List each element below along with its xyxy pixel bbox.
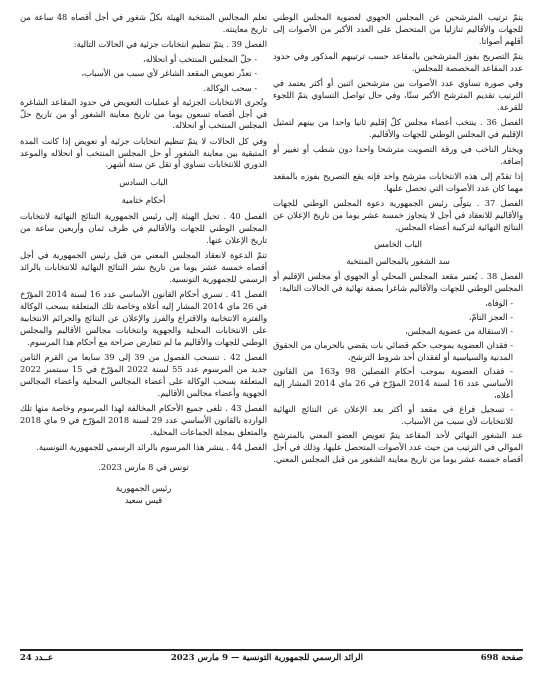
list-item: - العجز التامّ، <box>468 312 513 323</box>
paragraph: إذا تقدّم إلى هذه الانتخابات مترشح واحد فإنه يقع التصريح بفوزه بالمقعد مهما كان عدد الأصوات التي تحصل عليها. <box>273 171 523 194</box>
paragraph: الفصل 42 . تنسحب الفصول من 39 إلى 39 سابعا من القرم الثامن جديد من المرسوم عدد 55 لسنة 2022 المؤرّخ في 15 سبتمبر 2022 المتعلقة بسحب الوكالة على أعضاء المجالس المحلية وأعضاء المجالس الجهوية وأعضاء مجالس الأقاليم. <box>20 352 268 398</box>
paragraph: يتمّ التصريح بفوز المترشحين بالمقاعد حسب ترتيبهم المذكور وفي حدود عدد المقاعد المخصصة للمجلس. <box>273 51 523 73</box>
section-heading: الباب السادس <box>119 177 168 188</box>
paragraph: الفصل 37 . يتولّى رئيس الجمهورية دعوة المجلس الوطني للجهات والأقاليم للانعقاد في أجل لا يتجاوز خمسة عشر يوما من تاريخ الإعلان عن النتائج النهائية لتركيبة أعضاء المجلس. <box>273 198 523 233</box>
list-item: - تسجيل فراغ في مقعد أو أكثر بعد الإعلان عن النتائج النهائية للانتخابات لأي سبب من الأسباب. <box>273 404 513 427</box>
paragraph: يتمّ ترتيب المترشحين عن المجلس الجهوي لعضوية المجلس الوطني للجهات والأقاليم تنازليا من المتحصل على العدد الأكبر من الأصوات إلى أقلهم أصواتا. <box>273 12 523 46</box>
paragraph: الفصل 40 . تحيل الهيئة إلى رئيس الجمهورية النتائج النهائية لانتخابات المجلس الوطني للجهات والأقاليم في ظرف ثمان وأربعين ساعة من تاريخ الإعلان عنها. <box>20 211 267 245</box>
paragraph: وفي كل الحالات لا يتمّ تنظيم انتخابات جزئية أو تعويض إذا كانت المدة المتبقية بين معاينة الشغور أو حل المجلس المنتخب أو انحلاله والموعد الدوري للانتخابات تساوي أو تقل عن ستة أشهر. <box>20 135 267 170</box>
list-item: - الوفاة، <box>485 298 513 309</box>
list-item: - فقدان العضوية بموجب حكم قضائي بات يقضي بالحرمان من الحقوق المدنية والسياسية أو لفقدان أحد شروط الترشح، <box>273 340 513 363</box>
left-text-column <box>20 12 267 506</box>
list-item: - الاستقالة من عضوية المجلس، <box>405 326 513 337</box>
paragraph: وفي صورة تساوي عدد الأصوات بين مترشحين اثنين أو أكثر يعتمد في الترتيب تقديم المترشح الأكبر سنًا، وفي حال تواصل التساوي يتمّ اللجوء للقرعة. <box>273 78 523 112</box>
paragraph: الفصل 36 . ينتخب أعضاء مجلس كلّ إقليم ثانيا واحدا من بينهم لتمثيل الإقليم في المجلس الوطني للجهات والأقاليم. <box>273 117 523 140</box>
section-heading: سد الشغور بالمجالس المنتخبة <box>346 256 450 267</box>
section-heading: أحكام ختامية <box>121 195 166 206</box>
section-heading: الباب الخامس <box>374 239 422 250</box>
paragraph: الفصل 44 . ينشر هذا المرسوم بالرائد الرسمي للجمهورية التونسية. <box>36 441 267 452</box>
footer-journal-title: الرائد الرسمي للجمهورية التونسية — 9 مارس 2023 <box>170 653 363 663</box>
paragraph: عند الشغور النهائي لأحد المقاعد يتمّ تعويض العضو المعني بالمترشح الموالي في الترتيب من حيث عدد الأصوات المتحصل عليها، وذلك في أجل أقصاه خمسة عشر يوما من تاريخ معاينة الشغور من قبل المجلس المعني. <box>273 430 523 465</box>
list-item: - حلّ المجلس المنتخب أو انحلاله، <box>142 54 257 65</box>
paragraph: الفصل 38 . يُعتبر مقعد المجلس المحلي أو الجهوي أو مجلس الإقليم أو المجلس الوطني للجهات والأقاليم شاغرا بصفة نهائية في الحالات التالية: <box>273 271 523 293</box>
signature-block <box>20 482 267 506</box>
paragraph: الفصل 39 . يتمّ تنظيم انتخابات جزئية في الحالات التالية: <box>73 39 267 50</box>
date-line: تونس في 8 مارس 2023. <box>98 461 189 472</box>
right-text-column <box>273 12 523 469</box>
paragraph: الفصل 43 . تلغى جميع الأحكام المخالفة لهذا المرسوم وخاصة منها تلك الواردة بالقانون الأساسي عدد 29 لسنة 2018 المؤرّخ في 9 ماي 2018 والمتعلق بمجلة الجماعات المحلية. <box>20 402 267 437</box>
paragraph: تعلم المجالس المنتخبة الهيئة بكلّ شغور في أجل أقصاه 48 ساعة من تاريخ معاينته. <box>20 12 267 34</box>
paragraph: تتمّ الدعوة لانعقاد المجلس المعني من قبل رئيس الجمهورية في أجل أقصاه خمسة عشر يوما من تاريخ نشر النتائج النهائية للانتخابات بالرائد الرسمي للجمهورية التونسية. <box>20 250 267 284</box>
paragraph: ويختار الناخب في ورقة التصويت مترشحا واحدا دون شطب أو تغيير أو إضافة. <box>273 144 523 167</box>
paragraph: الفصل 41 . تسري أحكام القانون الأساسي عدد 16 لسنة 2014 المؤرّخ في 26 ماي 2014 المشار إليه أعلاه وخاصة تلك المتعلقة بسحب الوكالة والفترة الانتخابية والاقتراع والفرز والإعلان عن النتائج والجرائم الانتخابية على الانتخابات المحلية والجهوية وانتخابات مجالس الأقاليم والمجلس الوطني للجهات والأقاليم ما لم تتعارض صراحة مع أحكام هذا المرسوم. <box>20 289 268 347</box>
signatory-name: قيس سعيد <box>124 494 163 505</box>
footer-page-number: صفحة 698 <box>480 653 523 663</box>
footer-issue-number: عــدد 24 <box>20 653 54 663</box>
paragraph: وتُجرى الانتخابات الجزئية أو عمليات التعويض في حدود المقاعد الشاغرة في أجل أقصاه تسعون يوما من تاريخ معاينة الشغور أو من تاريخ حلّ المجلس المنتخب أو انحلاله. <box>20 96 267 131</box>
list-item: - تعذّر تعويض المقعد الشاغر لأي سبب من الأسباب، <box>81 68 257 79</box>
list-item: - فقدان العضوية بموجب أحكام الفصلين 98 و163 من القانون الأساسي عدد 16 لسنة 2014 المؤرّخ في 26 ماي 2014 المشار إليه أعلاه، <box>273 366 513 401</box>
list-item: - سحب الوكالة. <box>203 82 257 93</box>
signatory-title: رئيس الجمهورية <box>115 482 172 493</box>
page-footer <box>20 649 523 663</box>
